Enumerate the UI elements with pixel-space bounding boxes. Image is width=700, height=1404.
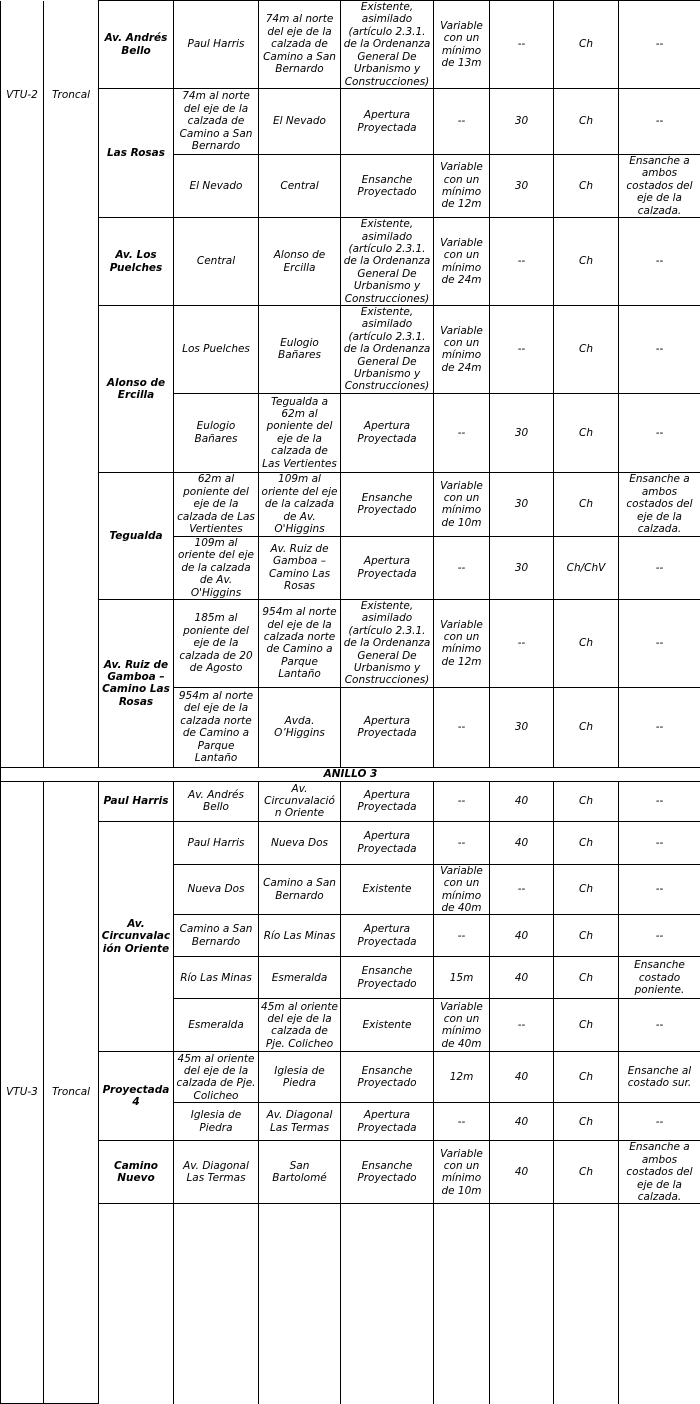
phantom-cell bbox=[434, 1204, 490, 1404]
from-cell: El Nevado bbox=[174, 155, 259, 218]
from-cell: 45m al oriente del eje de la calzada de Pje. Colicheo bbox=[174, 1052, 259, 1103]
table-row bbox=[1, 1141, 700, 1204]
table-row bbox=[1, 599, 700, 687]
from-cell: Río Las Minas bbox=[174, 957, 259, 999]
obs-cell: -- bbox=[619, 781, 700, 821]
from-cell: Camino a San Bernardo bbox=[174, 915, 259, 957]
obs-cell: Ensanche a ambos costados del eje de la calzada. bbox=[619, 1141, 700, 1204]
num-cell: 30 bbox=[490, 89, 554, 155]
width-cell: -- bbox=[434, 915, 490, 957]
width-cell: -- bbox=[434, 781, 490, 821]
to-cell: Avda. O’Higgins bbox=[259, 687, 341, 767]
category-cell: Ch bbox=[554, 957, 619, 999]
table-row bbox=[1, 781, 700, 821]
from-cell: 74m al norte del eje de la calzada de Camino a San Bernardo bbox=[174, 89, 259, 155]
category-cell: Ch bbox=[554, 306, 619, 394]
to-cell: 45m al oriente del eje de la calzada de Pje. Colicheo bbox=[259, 999, 341, 1052]
width-cell: Variable con un mínimo de 40m bbox=[434, 999, 490, 1052]
street-cell: Alonso de Ercilla bbox=[99, 306, 174, 473]
type-cell: Troncal bbox=[44, 781, 99, 1404]
num-cell: -- bbox=[490, 218, 554, 306]
category-cell: Ch bbox=[554, 687, 619, 767]
status-cell: Apertura Proyectada bbox=[341, 89, 434, 155]
phantom-cell bbox=[554, 1204, 619, 1404]
status-cell: Apertura Proyectada bbox=[341, 915, 434, 957]
to-cell: Nueva Dos bbox=[259, 821, 341, 864]
status-cell: Existente, asimilado (artículo 2.3.1. de la Ordenanza General De Urbanismo y Construcciones) bbox=[341, 218, 434, 306]
to-cell: Camino a San Bernardo bbox=[259, 864, 341, 915]
from-cell: Av. Andrés Bello bbox=[174, 781, 259, 821]
category-cell: Ch bbox=[554, 781, 619, 821]
obs-cell: -- bbox=[619, 1103, 700, 1141]
obs-cell: Ensanche a ambos costados del eje de la calzada. bbox=[619, 472, 700, 536]
from-cell: 109m al oriente del eje de la calzada de Av. O'Higgins bbox=[174, 536, 259, 599]
num-cell: 40 bbox=[490, 1103, 554, 1141]
table-row bbox=[1, 306, 700, 394]
from-cell: Los Puelches bbox=[174, 306, 259, 394]
category-cell: Ch bbox=[554, 218, 619, 306]
obs-cell: Ensanche a ambos costados del eje de la calzada. bbox=[619, 155, 700, 218]
from-cell: Paul Harris bbox=[174, 1, 259, 89]
category-cell: Ch bbox=[554, 1, 619, 89]
obs-cell: -- bbox=[619, 306, 700, 394]
to-cell: Iglesia de Piedra bbox=[259, 1052, 341, 1103]
num-cell: 30 bbox=[490, 155, 554, 218]
to-cell: El Nevado bbox=[259, 89, 341, 155]
code-cell-vtu-3: VTU-3 bbox=[1, 781, 44, 1404]
to-cell: Av. Ruiz de Gamboa – Camino Las Rosas bbox=[259, 536, 341, 599]
table-row bbox=[1, 1, 700, 89]
table-row bbox=[1, 218, 700, 306]
to-cell: Esmeralda bbox=[259, 957, 341, 999]
obs-cell: -- bbox=[619, 393, 700, 472]
width-cell: Variable con un mínimo de 10m bbox=[434, 472, 490, 536]
from-cell: Paul Harris bbox=[174, 821, 259, 864]
num-cell: 40 bbox=[490, 915, 554, 957]
status-cell: Ensanche Proyectado bbox=[341, 957, 434, 999]
table-row bbox=[1, 472, 700, 536]
num-cell: 30 bbox=[490, 687, 554, 767]
table-row bbox=[1, 821, 700, 864]
category-cell: Ch bbox=[554, 864, 619, 915]
to-cell: 74m al norte del eje de la calzada de Camino a San Bernardo bbox=[259, 1, 341, 89]
status-cell: Ensanche Proyectado bbox=[341, 472, 434, 536]
status-cell: Apertura Proyectada bbox=[341, 687, 434, 767]
obs-cell: Ensanche al costado sur. bbox=[619, 1052, 700, 1103]
street-cell: Av. Ruiz de Gamboa – Camino Las Rosas bbox=[99, 599, 174, 767]
to-cell: Av. Circunvalación Oriente bbox=[259, 781, 341, 821]
num-cell: 40 bbox=[490, 821, 554, 864]
status-cell: Apertura Proyectada bbox=[341, 393, 434, 472]
to-cell: 109m al oriente del eje de la calzada de Av. O'Higgins bbox=[259, 472, 341, 536]
status-cell: Apertura Proyectada bbox=[341, 536, 434, 599]
status-cell: Apertura Proyectada bbox=[341, 1103, 434, 1141]
table-row bbox=[1, 89, 700, 155]
from-cell: Nueva Dos bbox=[174, 864, 259, 915]
obs-cell: -- bbox=[619, 864, 700, 915]
obs-cell: -- bbox=[619, 536, 700, 599]
category-cell: Ch bbox=[554, 393, 619, 472]
street-cell: Proyectada 4 bbox=[99, 1052, 174, 1141]
num-cell: -- bbox=[490, 999, 554, 1052]
status-cell: Existente bbox=[341, 864, 434, 915]
status-cell: Ensanche Proyectado bbox=[341, 1141, 434, 1204]
table-row bbox=[1, 767, 700, 781]
obs-cell: Ensanche costado poniente. bbox=[619, 957, 700, 999]
width-cell: -- bbox=[434, 687, 490, 767]
obs-cell: -- bbox=[619, 821, 700, 864]
status-cell: Existente, asimilado (artículo 2.3.1. de la Ordenanza General De Urbanismo y Construcciones) bbox=[341, 1, 434, 89]
phantom-cell bbox=[490, 1204, 554, 1404]
street-cell: Las Rosas bbox=[99, 89, 174, 218]
to-cell: San Bartolomé bbox=[259, 1141, 341, 1204]
status-cell: Existente, asimilado (artículo 2.3.1. de la Ordenanza General De Urbanismo y Construcciones) bbox=[341, 306, 434, 394]
to-cell: Alonso de Ercilla bbox=[259, 218, 341, 306]
street-cell: Tegualda bbox=[99, 472, 174, 599]
obs-cell: -- bbox=[619, 1, 700, 89]
num-cell: 40 bbox=[490, 1052, 554, 1103]
num-cell: 40 bbox=[490, 1141, 554, 1204]
width-cell: Variable con un mínimo de 10m bbox=[434, 1141, 490, 1204]
phantom-cell bbox=[259, 1204, 341, 1404]
from-cell: 954m al norte del eje de la calzada norte de Camino a Parque Lantaño bbox=[174, 687, 259, 767]
status-cell: Apertura Proyectada bbox=[341, 821, 434, 864]
code-cell-vtu-2: VTU-2 bbox=[1, 1, 44, 768]
num-cell: 30 bbox=[490, 472, 554, 536]
category-cell: Ch bbox=[554, 1141, 619, 1204]
from-cell: Esmeralda bbox=[174, 999, 259, 1052]
to-cell: Río Las Minas bbox=[259, 915, 341, 957]
phantom-cell bbox=[99, 1204, 174, 1404]
street-cell: Camino Nuevo bbox=[99, 1141, 174, 1204]
width-cell: 12m bbox=[434, 1052, 490, 1103]
to-cell: Tegualda a 62m al poniente del eje de la calzada de Las Vertientes bbox=[259, 393, 341, 472]
from-cell: 185m al poniente del eje de la calzada de 20 de Agosto bbox=[174, 599, 259, 687]
num-cell: 30 bbox=[490, 393, 554, 472]
width-cell: Variable con un mínimo de 40m bbox=[434, 864, 490, 915]
width-cell: -- bbox=[434, 89, 490, 155]
obs-cell: -- bbox=[619, 915, 700, 957]
num-cell: 40 bbox=[490, 957, 554, 999]
street-cell: Av. Los Puelches bbox=[99, 218, 174, 306]
width-cell: -- bbox=[434, 1103, 490, 1141]
to-cell: Central bbox=[259, 155, 341, 218]
to-cell: Eulogio Bañares bbox=[259, 306, 341, 394]
width-cell: Variable con un mínimo de 12m bbox=[434, 155, 490, 218]
to-cell: 954m al norte del eje de la calzada norte de Camino a Parque Lantaño bbox=[259, 599, 341, 687]
num-cell: -- bbox=[490, 864, 554, 915]
obs-cell: -- bbox=[619, 218, 700, 306]
status-cell: Ensanche Proyectado bbox=[341, 155, 434, 218]
phantom-cell bbox=[341, 1204, 434, 1404]
num-cell: -- bbox=[490, 1, 554, 89]
table-row bbox=[1, 1052, 700, 1103]
width-cell: Variable con un mínimo de 24m bbox=[434, 306, 490, 394]
to-cell: Av. Diagonal Las Termas bbox=[259, 1103, 341, 1141]
obs-cell: -- bbox=[619, 89, 700, 155]
category-cell: Ch/ChV bbox=[554, 536, 619, 599]
width-cell: 15m bbox=[434, 957, 490, 999]
category-cell: Ch bbox=[554, 821, 619, 864]
num-cell: -- bbox=[490, 306, 554, 394]
num-cell: 30 bbox=[490, 536, 554, 599]
status-cell: Ensanche Proyectado bbox=[341, 1052, 434, 1103]
category-cell: Ch bbox=[554, 915, 619, 957]
obs-cell: -- bbox=[619, 999, 700, 1052]
street-cell: Av. Circunvalación Oriente bbox=[99, 821, 174, 1052]
num-cell: 40 bbox=[490, 781, 554, 821]
category-cell: Ch bbox=[554, 89, 619, 155]
table-row bbox=[1, 1204, 700, 1404]
category-cell: Ch bbox=[554, 999, 619, 1052]
street-cell: Paul Harris bbox=[99, 781, 174, 821]
width-cell: -- bbox=[434, 536, 490, 599]
status-cell: Apertura Proyectada bbox=[341, 781, 434, 821]
from-cell: Av. Diagonal Las Termas bbox=[174, 1141, 259, 1204]
from-cell: Eulogio Bañares bbox=[174, 393, 259, 472]
width-cell: -- bbox=[434, 821, 490, 864]
anillo-3-divider: ANILLO 3 bbox=[1, 767, 700, 781]
category-cell: Ch bbox=[554, 1103, 619, 1141]
category-cell: Ch bbox=[554, 1052, 619, 1103]
status-cell: Existente, asimilado (artículo 2.3.1. de la Ordenanza General De Urbanismo y Construcciones) bbox=[341, 599, 434, 687]
from-cell: 62m al poniente del eje de la calzada de Las Vertientes bbox=[174, 472, 259, 536]
obs-cell: -- bbox=[619, 687, 700, 767]
width-cell: -- bbox=[434, 393, 490, 472]
obs-cell: -- bbox=[619, 599, 700, 687]
from-cell: Iglesia de Piedra bbox=[174, 1103, 259, 1141]
type-cell: Troncal bbox=[44, 1, 99, 768]
phantom-cell bbox=[174, 1204, 259, 1404]
from-cell: Central bbox=[174, 218, 259, 306]
phantom-cell bbox=[619, 1204, 700, 1404]
width-cell: Variable con un mínimo de 13m bbox=[434, 1, 490, 89]
width-cell: Variable con un mínimo de 12m bbox=[434, 599, 490, 687]
status-cell: Existente bbox=[341, 999, 434, 1052]
street-cell: Av. Andrés Bello bbox=[99, 1, 174, 89]
category-cell: Ch bbox=[554, 155, 619, 218]
num-cell: -- bbox=[490, 599, 554, 687]
width-cell: Variable con un mínimo de 24m bbox=[434, 218, 490, 306]
category-cell: Ch bbox=[554, 472, 619, 536]
category-cell: Ch bbox=[554, 599, 619, 687]
